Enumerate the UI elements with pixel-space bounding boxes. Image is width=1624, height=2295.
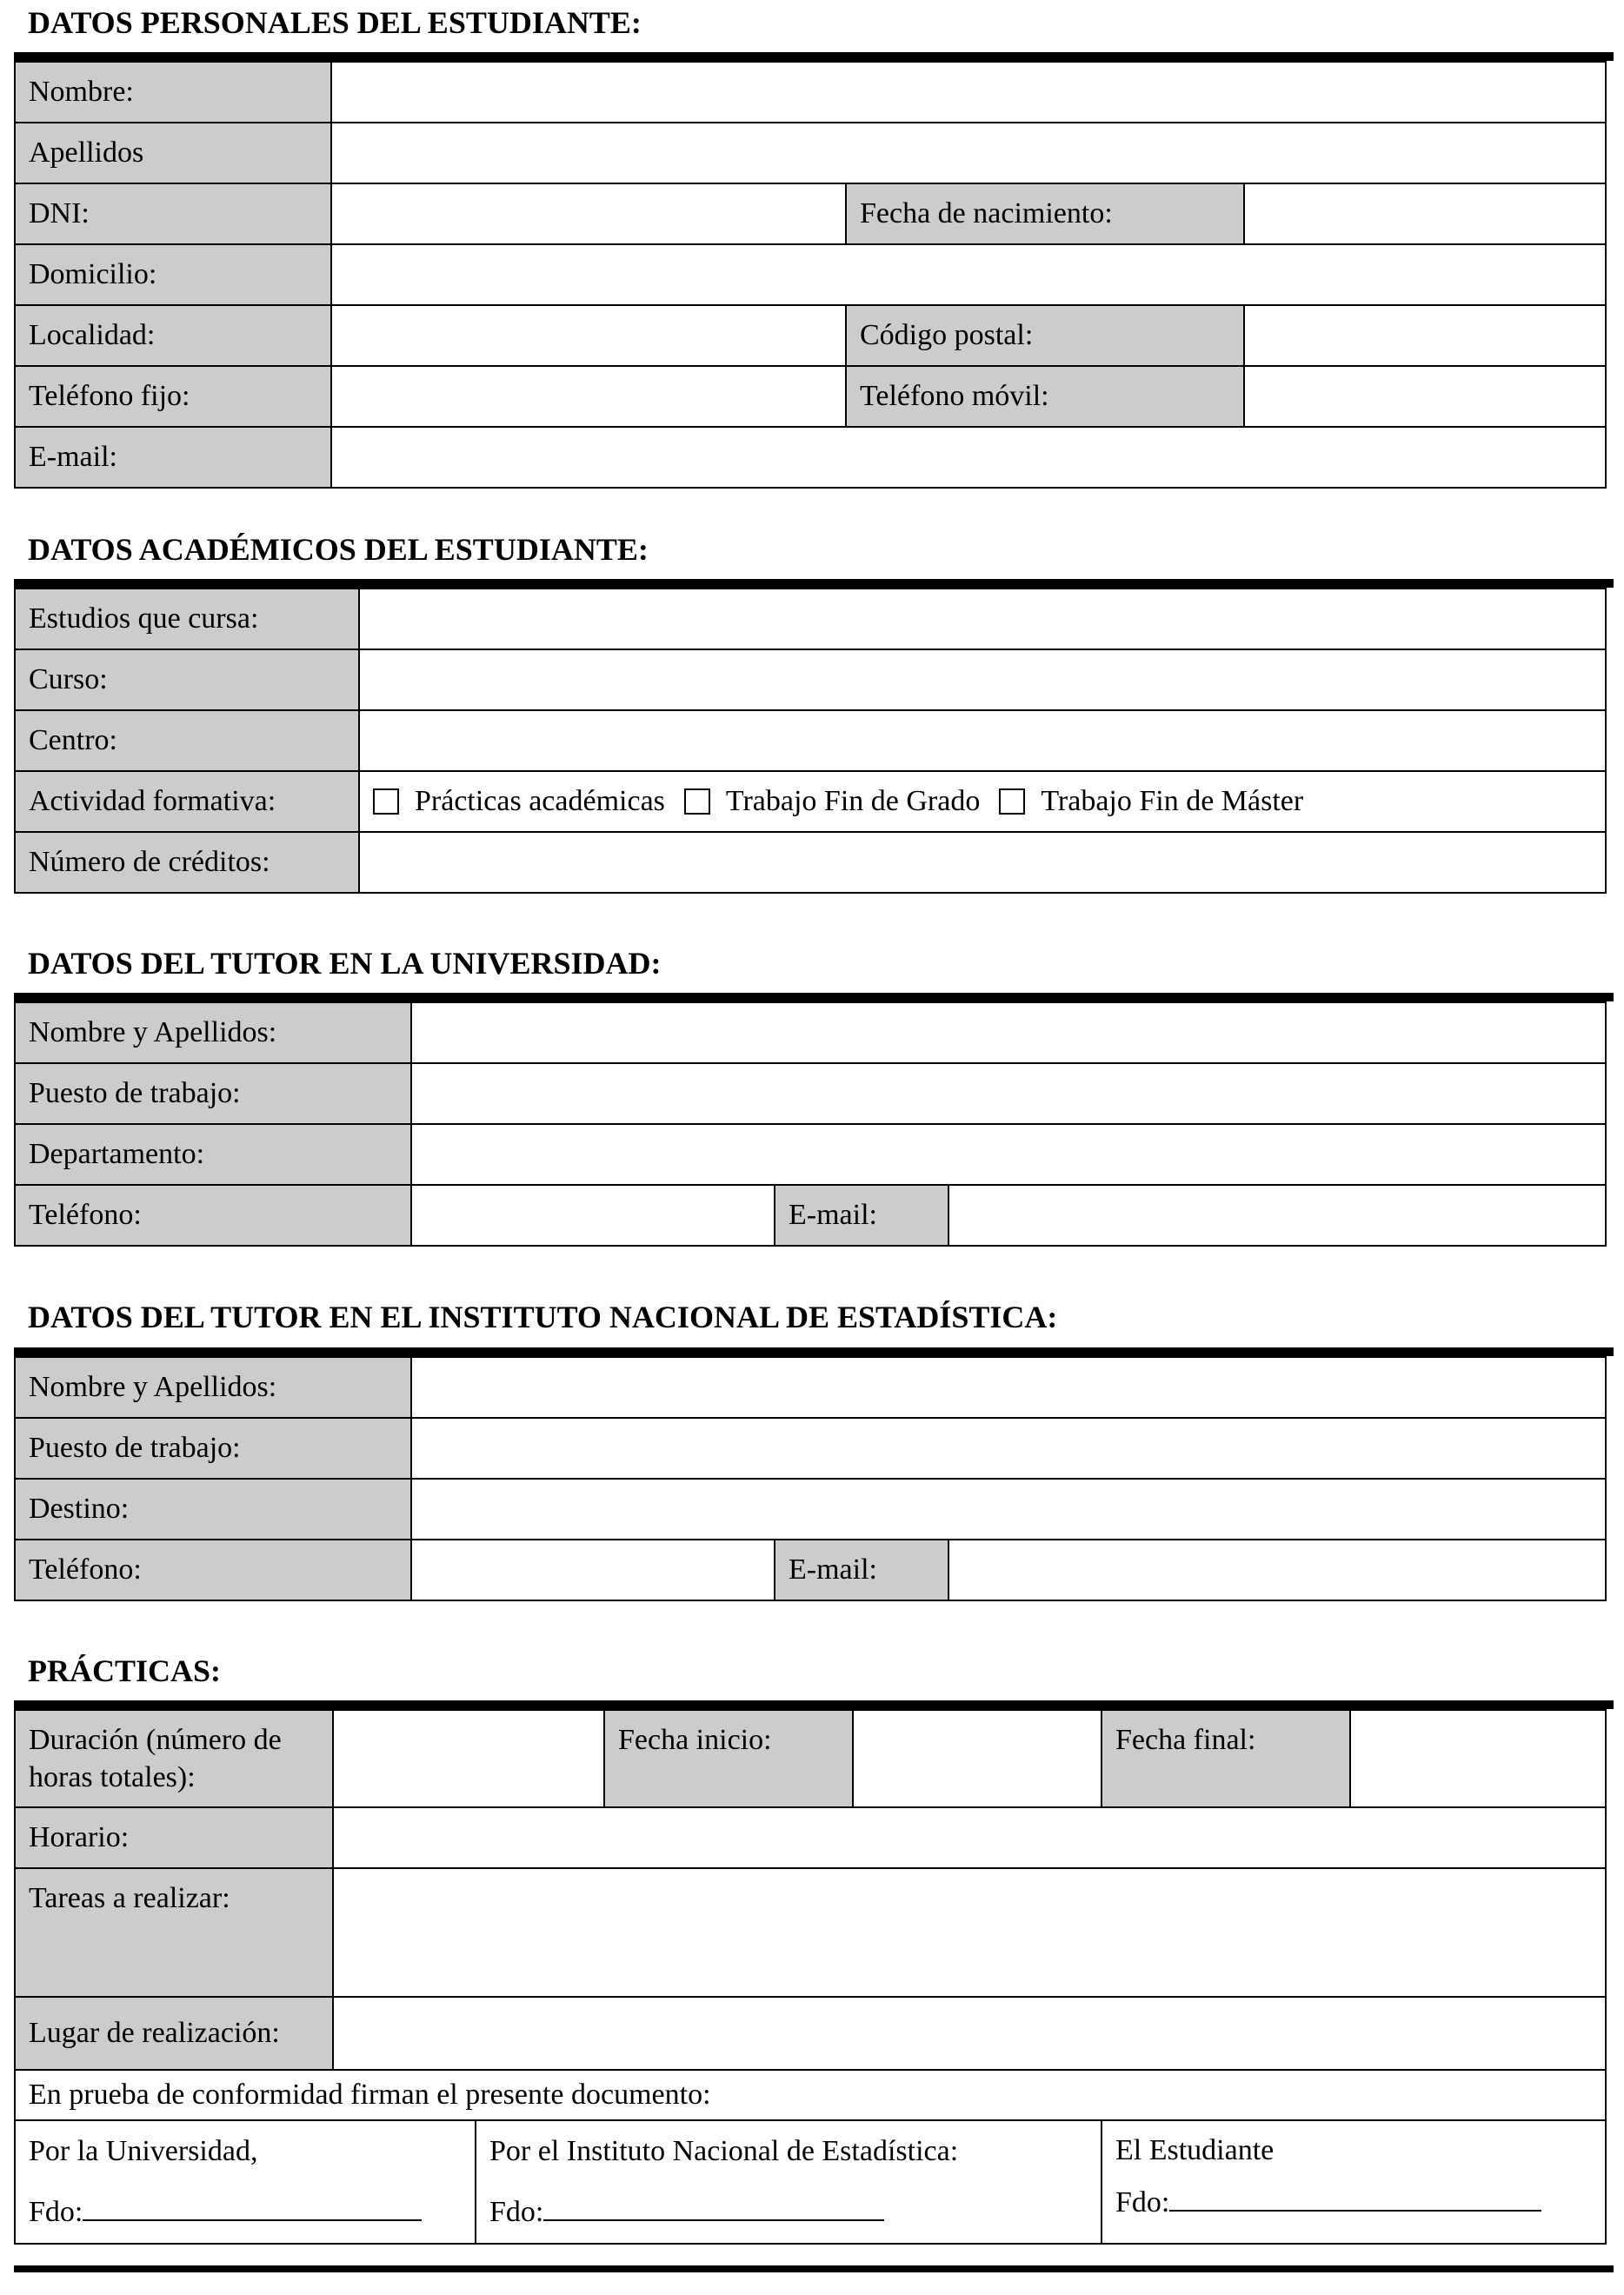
field-horario[interactable] [333, 1807, 1606, 1868]
field-actividad [359, 771, 1606, 832]
signature-ine-label: Por el Instituto Nacional de Estadística: [489, 2135, 959, 2167]
student-academic-table [14, 588, 1607, 894]
label-tutor-ine-puesto: Puesto de trabajo: [15, 1418, 411, 1479]
section-rule [14, 579, 1614, 588]
field-telefono-movil[interactable] [1244, 366, 1606, 427]
tutor-university-table [14, 1001, 1607, 1247]
field-tutor-ine-telefono[interactable] [411, 1540, 775, 1600]
label-curso: Curso: [15, 649, 359, 710]
bottom-rule [14, 2265, 1614, 2272]
field-email[interactable] [331, 427, 1606, 488]
label-tutor-ine-telefono: Teléfono: [15, 1540, 411, 1600]
field-telefono-fijo[interactable] [331, 366, 846, 427]
option-label: Trabajo Fin de Máster [1041, 785, 1304, 817]
option-tfg[interactable] [684, 785, 980, 818]
student-personal-table [14, 61, 1607, 489]
section-rule [14, 52, 1614, 61]
section-rule [14, 1700, 1614, 1709]
label-horario: Horario: [15, 1807, 333, 1868]
field-duracion[interactable] [333, 1710, 604, 1807]
label-duracion: Duración (número de horas totales): [15, 1710, 333, 1807]
signature-universidad-label: Por la Universidad, [29, 2135, 258, 2167]
field-fecha-final[interactable] [1350, 1710, 1606, 1807]
signature-universidad [15, 2120, 476, 2244]
label-domicilio: Domicilio: [15, 244, 331, 305]
section-rule [14, 993, 1614, 1001]
checkbox-icon[interactable] [684, 788, 710, 815]
section-title-practicas: PRÁCTICAS: [28, 1653, 222, 1688]
field-localidad[interactable] [331, 305, 846, 366]
field-tutor-uni-puesto[interactable] [411, 1063, 1606, 1124]
label-tutor-uni-telefono: Teléfono: [15, 1185, 411, 1246]
label-tutor-ine-nombre: Nombre y Apellidos: [15, 1357, 411, 1418]
label-tutor-uni-departamento: Departamento: [15, 1124, 411, 1185]
signature-line[interactable] [543, 2193, 884, 2221]
field-lugar[interactable] [333, 1997, 1606, 2070]
label-tutor-uni-puesto: Puesto de trabajo: [15, 1063, 411, 1124]
field-nombre[interactable] [331, 62, 1606, 123]
option-label: Prácticas académicas [415, 785, 665, 817]
field-tutor-uni-departamento[interactable] [411, 1124, 1606, 1185]
label-creditos: Número de créditos: [15, 832, 359, 893]
fdo-label: Fdo: [489, 2196, 544, 2228]
field-centro[interactable] [359, 710, 1606, 771]
label-fecha-final: Fecha final: [1102, 1710, 1350, 1807]
field-curso[interactable] [359, 649, 1606, 710]
option-label: Trabajo Fin de Grado [725, 785, 981, 817]
field-tareas[interactable] [333, 1868, 1606, 1997]
label-fecha-inicio: Fecha inicio: [604, 1710, 853, 1807]
field-fecha-nacimiento[interactable] [1244, 183, 1606, 244]
label-dni: DNI: [15, 183, 331, 244]
field-tutor-uni-nombre[interactable] [411, 1002, 1606, 1063]
field-codigo-postal[interactable] [1244, 305, 1606, 366]
field-tutor-uni-telefono[interactable] [411, 1185, 775, 1246]
fdo-label: Fdo: [29, 2196, 83, 2228]
field-tutor-ine-nombre[interactable] [411, 1357, 1606, 1418]
label-fecha-nacimiento: Fecha de nacimiento: [846, 183, 1244, 244]
option-practicas[interactable] [373, 785, 665, 818]
signature-estudiante [1102, 2120, 1606, 2244]
label-email: E-mail: [15, 427, 331, 488]
section-title-tutor-ine: DATOS DEL TUTOR EN EL INSTITUTO NACIONAL DE ESTADÍSTICA: [28, 1300, 1058, 1334]
checkbox-icon[interactable] [999, 788, 1025, 815]
label-telefono-fijo: Teléfono fijo: [15, 366, 331, 427]
label-actividad: Actividad formativa: [15, 771, 359, 832]
practicas-table [14, 1709, 1607, 2245]
label-estudios: Estudios que cursa: [15, 589, 359, 649]
field-dni[interactable] [331, 183, 846, 244]
label-tutor-ine-email: E-mail: [775, 1540, 948, 1600]
section-title-tutor-university: DATOS DEL TUTOR EN LA UNIVERSIDAD: [28, 946, 662, 981]
signature-estudiante-fdo[interactable] [1115, 2177, 1592, 2229]
field-domicilio[interactable] [331, 244, 1606, 305]
field-tutor-uni-email[interactable] [948, 1185, 1606, 1246]
fdo-label: Fdo: [1115, 2186, 1170, 2218]
field-estudios[interactable] [359, 589, 1606, 649]
signature-ine [476, 2120, 1102, 2244]
field-creditos[interactable] [359, 832, 1606, 893]
label-centro: Centro: [15, 710, 359, 771]
label-tutor-uni-nombre: Nombre y Apellidos: [15, 1002, 411, 1063]
section-rule [14, 1347, 1614, 1356]
label-telefono-movil: Teléfono móvil: [846, 366, 1244, 427]
label-localidad: Localidad: [15, 305, 331, 366]
option-tfm[interactable] [999, 785, 1303, 818]
section-title-student-personal: DATOS PERSONALES DEL ESTUDIANTE: [28, 5, 642, 40]
label-apellidos: Apellidos [15, 123, 331, 183]
signature-universidad-fdo[interactable] [29, 2182, 462, 2243]
field-fecha-inicio[interactable] [853, 1710, 1102, 1807]
checkbox-icon[interactable] [373, 788, 399, 815]
section-title-student-academic: DATOS ACADÉMICOS DEL ESTUDIANTE: [28, 532, 649, 567]
field-tutor-ine-destino[interactable] [411, 1479, 1606, 1540]
conformidad-text: En prueba de conformidad firman el presente documento: [15, 2070, 1606, 2120]
label-tareas: Tareas a realizar: [15, 1868, 333, 1997]
label-nombre: Nombre: [15, 62, 331, 123]
field-tutor-ine-puesto[interactable] [411, 1418, 1606, 1479]
label-tutor-ine-destino: Destino: [15, 1479, 411, 1540]
signature-estudiante-label: El Estudiante [1115, 2134, 1275, 2166]
label-lugar: Lugar de realización: [15, 1997, 333, 2070]
label-tutor-uni-email: E-mail: [775, 1185, 948, 1246]
signature-line[interactable] [1169, 2184, 1541, 2212]
signature-ine-fdo[interactable] [489, 2182, 1088, 2243]
tutor-ine-table [14, 1356, 1607, 1601]
field-tutor-ine-email[interactable] [948, 1540, 1606, 1600]
label-codigo-postal: Código postal: [846, 305, 1244, 366]
signature-line[interactable] [83, 2193, 422, 2221]
field-apellidos[interactable] [331, 123, 1606, 183]
